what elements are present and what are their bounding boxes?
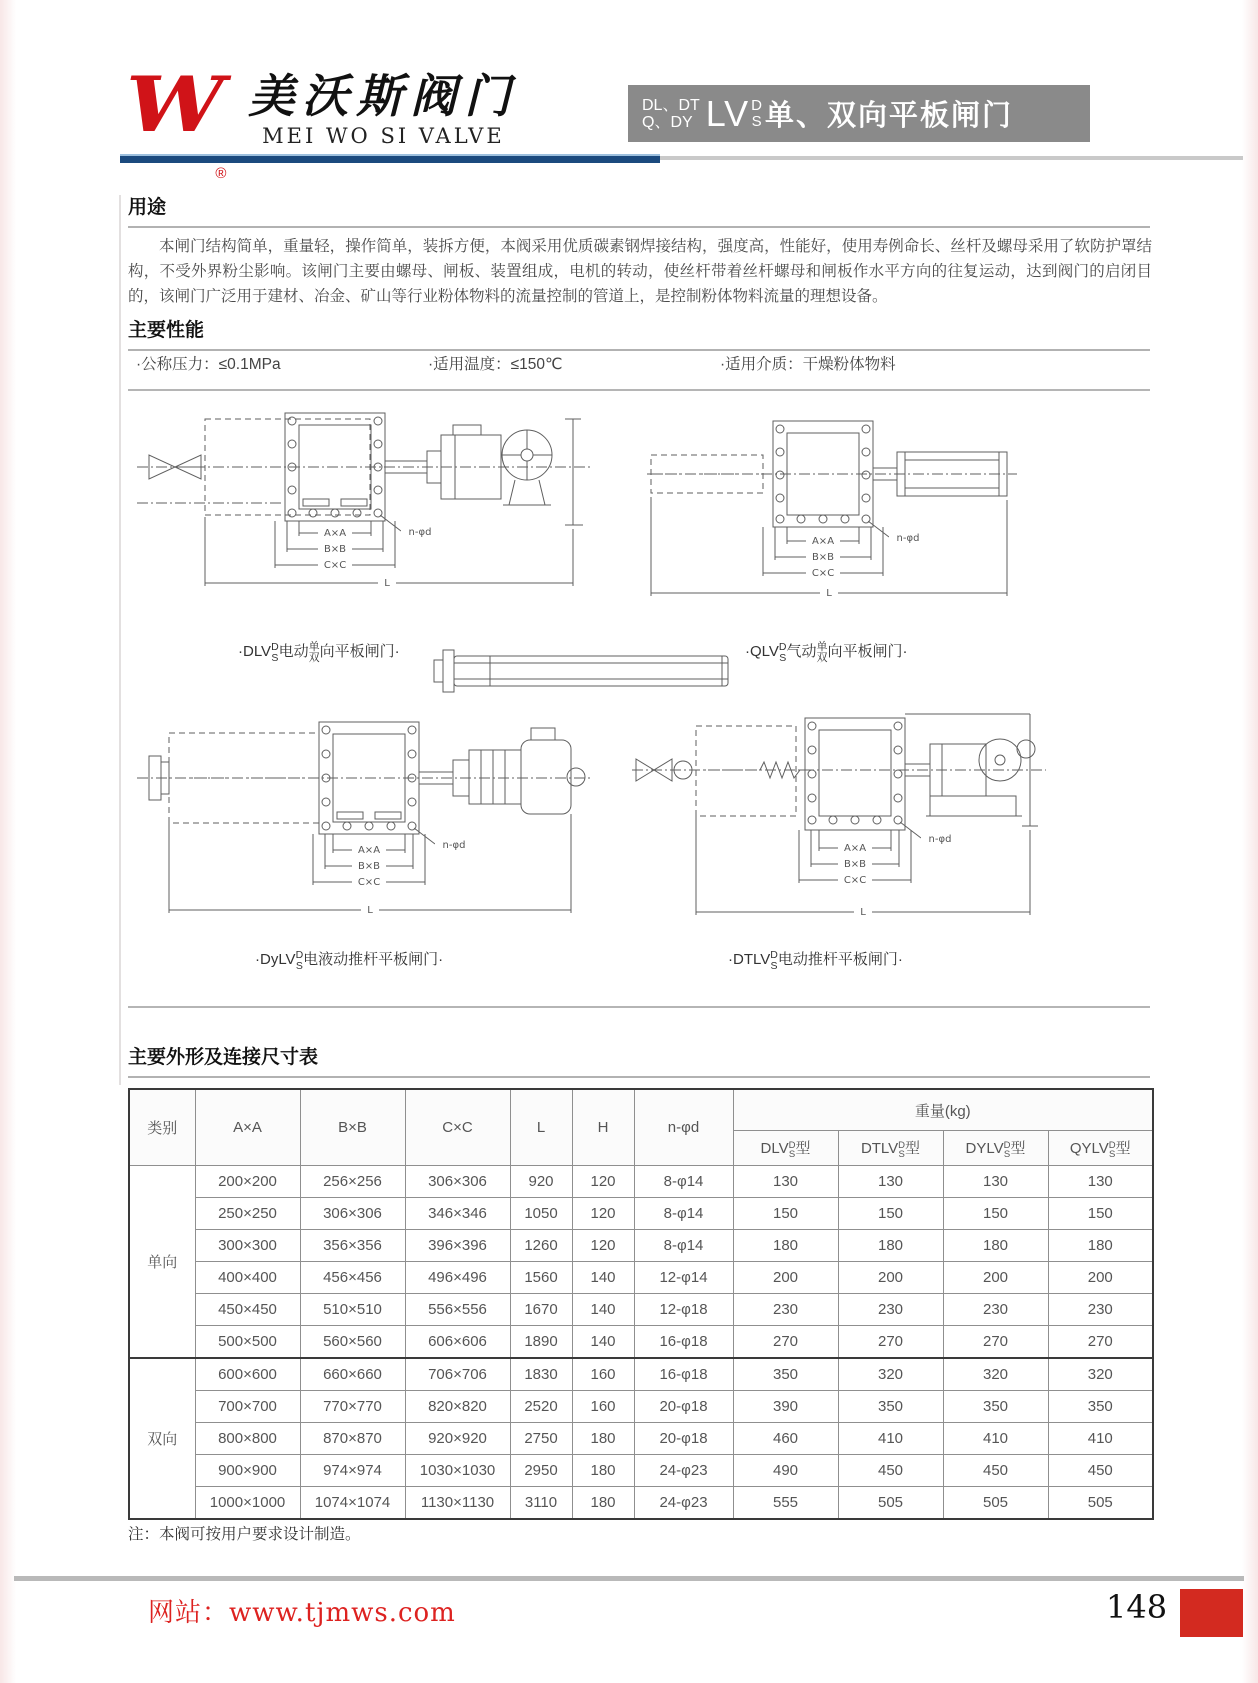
banner-ds-bottom: S (751, 112, 762, 130)
table-cell: 555 (733, 1487, 838, 1520)
table-cell: 180 (1048, 1230, 1153, 1262)
table-cell: 400×400 (195, 1262, 300, 1294)
table-cell: 350 (1048, 1391, 1153, 1423)
svg-text:A×A: A×A (323, 528, 347, 539)
table-cell: 20-φ18 (634, 1391, 733, 1423)
table-row (129, 1455, 1153, 1487)
svg-text:L: L (367, 905, 373, 916)
table-cell: 200 (838, 1262, 943, 1294)
banner-prefix-line2: Q、DY (642, 113, 693, 131)
table-cell: 140 (572, 1294, 634, 1326)
table-cell: 300×300 (195, 1230, 300, 1262)
footer-rule (14, 1576, 1244, 1581)
svg-text:B×B: B×B (323, 544, 347, 555)
table-cell: 1074×1074 (300, 1487, 405, 1520)
diagram-dlv-electric (135, 405, 595, 630)
table-cell: 24-φ23 (634, 1487, 733, 1520)
table-cell: 270 (943, 1326, 1048, 1359)
table-cell: 450 (838, 1455, 943, 1487)
col-aa: A×A (195, 1089, 300, 1166)
table-cell: 180 (572, 1487, 634, 1520)
table-cell: 2950 (510, 1455, 572, 1487)
col-h: H (572, 1089, 634, 1166)
table-cell: 500×500 (195, 1326, 300, 1359)
table-cell: 270 (1048, 1326, 1153, 1359)
table-cell: 150 (943, 1198, 1048, 1230)
table-cell: 140 (572, 1326, 634, 1359)
table-cell: 1000×1000 (195, 1487, 300, 1520)
table-cell: 120 (572, 1230, 634, 1262)
table-cell: 510×510 (300, 1294, 405, 1326)
svg-text:C×C: C×C (323, 560, 347, 571)
table-cell: 1830 (510, 1358, 572, 1391)
content-edge-line (119, 195, 121, 1085)
table-row (129, 1391, 1153, 1423)
brand-name-cn: 美沃斯阀门 (248, 69, 519, 123)
table-cell: 180 (733, 1230, 838, 1262)
table-cell: 320 (943, 1358, 1048, 1391)
table-cell: 505 (838, 1487, 943, 1520)
col-category: 类别 (129, 1089, 195, 1166)
table-cell: 606×606 (405, 1326, 510, 1359)
col-bb: B×B (300, 1089, 405, 1166)
svg-text:L: L (826, 588, 832, 599)
table-cell: 350 (733, 1358, 838, 1391)
table-cell: 1030×1030 (405, 1455, 510, 1487)
diagram-dylv-electrohydraulic (135, 710, 595, 945)
table-header (129, 1089, 1153, 1166)
banner-prefix-line1: DL、DT (642, 96, 700, 114)
table-cell: 920 (510, 1166, 572, 1198)
product-banner (628, 85, 1090, 142)
registered-mark: ® (215, 165, 227, 182)
table-cell: 456×456 (300, 1262, 405, 1294)
table-cell: 250×250 (195, 1198, 300, 1230)
svg-text:B×B: B×B (843, 859, 867, 870)
diagram-dtlv-electric-pushrod (630, 700, 1050, 945)
svg-text:C×C: C×C (357, 877, 381, 888)
table-cell: 306×306 (300, 1198, 405, 1230)
table-cell: 350 (943, 1391, 1048, 1423)
table-cell: 130 (943, 1166, 1048, 1198)
table-cell: 920×920 (405, 1423, 510, 1455)
scan-edge-right (1242, 0, 1258, 1683)
table-cell: 180 (572, 1455, 634, 1487)
table-cell: 770×770 (300, 1391, 405, 1423)
table-cell: 505 (1048, 1487, 1153, 1520)
svg-text:A×A: A×A (843, 843, 867, 854)
table-cell: 24-φ23 (634, 1455, 733, 1487)
table-cell: 410 (1048, 1423, 1153, 1455)
table-cell: 230 (838, 1294, 943, 1326)
table-cell: 200 (1048, 1262, 1153, 1294)
table-row (129, 1230, 1153, 1262)
svg-text:A×A: A×A (357, 845, 381, 856)
table-cell: 2520 (510, 1391, 572, 1423)
table-cell: 396×396 (405, 1230, 510, 1262)
table-cell: 180 (838, 1230, 943, 1262)
col-weight-dlv: DLV D S 型 (733, 1131, 838, 1166)
table-cell: 130 (733, 1166, 838, 1198)
table-cell: 270 (733, 1326, 838, 1359)
page-number-block (1180, 1589, 1243, 1637)
table-cell: 556×556 (405, 1294, 510, 1326)
table-cell: 140 (572, 1262, 634, 1294)
table-cell: 660×660 (300, 1358, 405, 1391)
col-weight-dylv: DYLV D S 型 (943, 1131, 1048, 1166)
table-cell: 410 (943, 1423, 1048, 1455)
col-weight-group: 重量(kg) (733, 1089, 1153, 1131)
brand-name-en: MEI WO SI VALVE (262, 124, 505, 148)
table-cell: 1670 (510, 1294, 572, 1326)
svg-text:C×C: C×C (811, 568, 835, 579)
table-cell: 3110 (510, 1487, 572, 1520)
table-cell: 410 (838, 1423, 943, 1455)
banner-ds-stack (751, 98, 762, 129)
usage-paragraph: 本闸门结构简单，重量轻，操作简单，装拆方便，本阀采用优质碳素钢焊接结构，强度高，性能好，使用寿例命长、丝杆及螺母采用了软防护罩结构，不受外界粉尘影响。该闸门主要由螺母、闸板、装置组成，电机的转动，使丝杆带着丝杆螺母和闸板作水平方向的往复运动，达到阀门的启闭目的，该闸门广泛用于建材、冶金、矿山等行业粉体物料的流量控制的管道上，是控制粉体物料流量的理想设备。 (128, 238, 1152, 306)
table-cell: 306×306 (405, 1166, 510, 1198)
table-row (129, 1198, 1153, 1230)
table-cell: 150 (733, 1198, 838, 1230)
table-cell: 12-φ14 (634, 1262, 733, 1294)
table-cell: 1890 (510, 1326, 572, 1359)
col-nphid: n-φd (634, 1089, 733, 1166)
svg-text:n-φd: n-φd (408, 527, 432, 538)
table-cell: 974×974 (300, 1455, 405, 1487)
table-body (129, 1166, 1153, 1520)
banner-ds-top: D (751, 97, 763, 115)
table-cell: 1130×1130 (405, 1487, 510, 1520)
table-note: 注：本阀可按用户要求设计制造。 (128, 1526, 361, 1543)
svg-text:n-φd: n-φd (896, 533, 920, 544)
svg-text:L: L (384, 578, 390, 589)
table-cell: 490 (733, 1455, 838, 1487)
table-cell: 16-φ18 (634, 1358, 733, 1391)
table-cell: 8-φ14 (634, 1230, 733, 1262)
table-cell: 200 (733, 1262, 838, 1294)
table-cell: 16-φ18 (634, 1326, 733, 1359)
table-cell: 12-φ18 (634, 1294, 733, 1326)
table-cell: 180 (943, 1230, 1048, 1262)
table-cell: 706×706 (405, 1358, 510, 1391)
table-cell: 150 (1048, 1198, 1153, 1230)
table-cell: 230 (733, 1294, 838, 1326)
header-rule-gray (660, 156, 1243, 160)
dimension-table (128, 1088, 1154, 1520)
table-cell: 120 (572, 1198, 634, 1230)
logo-w-icon: W® (126, 60, 227, 182)
table-cell: 256×256 (300, 1166, 405, 1198)
table-cell: 560×560 (300, 1326, 405, 1359)
table-cell: 346×346 (405, 1198, 510, 1230)
diagram-qlv-pneumatic (645, 415, 1020, 615)
table-cell: 150 (838, 1198, 943, 1230)
table-cell: 320 (1048, 1358, 1153, 1391)
table-cell: 600×600 (195, 1358, 300, 1391)
table-row (129, 1423, 1153, 1455)
table-row (129, 1166, 1153, 1198)
table-cell: 356×356 (300, 1230, 405, 1262)
table-cell: 1260 (510, 1230, 572, 1262)
table-cell: 700×700 (195, 1391, 300, 1423)
caption-dtlv: ·DTLV D S 电动推杆平板闸门· (728, 949, 903, 973)
caption-dlv: ·DLV D S 电动 单 双 向平板闸门· (238, 640, 400, 665)
table-cell: 450 (1048, 1455, 1153, 1487)
table-row (129, 1358, 1153, 1391)
col-l: L (510, 1089, 572, 1166)
table-row (129, 1262, 1153, 1294)
table-cell: 200 (943, 1262, 1048, 1294)
svg-text:n-φd: n-φd (442, 840, 466, 851)
table-cell: 450×450 (195, 1294, 300, 1326)
table-row (129, 1294, 1153, 1326)
svg-text:B×B: B×B (357, 861, 381, 872)
table-row (129, 1487, 1153, 1520)
table-cell: 160 (572, 1391, 634, 1423)
table-cell: 505 (943, 1487, 1048, 1520)
svg-text:C×C: C×C (843, 875, 867, 886)
table-cell: 8-φ14 (634, 1166, 733, 1198)
table-cell: 160 (572, 1358, 634, 1391)
section-divider (128, 1006, 1150, 1008)
svg-text:B×B: B×B (811, 552, 835, 563)
table-cell: 1560 (510, 1262, 572, 1294)
table-cell: 230 (1048, 1294, 1153, 1326)
table-cell: 2750 (510, 1423, 572, 1455)
table-cell: 320 (838, 1358, 943, 1391)
table-cell: 120 (572, 1166, 634, 1198)
svg-text:L: L (860, 907, 866, 918)
table-cell: 870×870 (300, 1423, 405, 1455)
table-cell: 270 (838, 1326, 943, 1359)
performance-heading: 主要性能 (128, 315, 1150, 351)
table-cell: 230 (943, 1294, 1048, 1326)
page-number: 148 (1106, 1588, 1168, 1626)
diagram-gate-plate (430, 642, 740, 702)
table-row (129, 1326, 1153, 1359)
scan-edge-left (0, 0, 16, 1683)
col-weight-qylv: QYLV D S 型 (1048, 1131, 1153, 1166)
banner-model-prefix (642, 97, 700, 131)
table-cell: 350 (838, 1391, 943, 1423)
spec-pressure: ·公称压力：≤0.1MPa (136, 356, 281, 373)
table-cell: 900×900 (195, 1455, 300, 1487)
table-cell: 820×820 (405, 1391, 510, 1423)
table-cell: 20-φ18 (634, 1423, 733, 1455)
table-cell: 450 (943, 1455, 1048, 1487)
col-cc: C×C (405, 1089, 510, 1166)
table-cell: 130 (838, 1166, 943, 1198)
banner-title: 单、双向平板闸门 (765, 100, 1014, 132)
spec-medium: ·适用介质：干燥粉体物料 (720, 356, 896, 373)
banner-model: LV (705, 92, 750, 134)
table-title: 主要外形及连接尺寸表 (128, 1042, 1150, 1078)
table-cell: 800×800 (195, 1423, 300, 1455)
usage-heading: 用途 (128, 192, 1150, 228)
svg-text:n-φd: n-φd (928, 834, 952, 845)
caption-dylv: ·DyLV D S 电液动推杆平板闸门· (255, 949, 444, 973)
table-cell: 460 (733, 1423, 838, 1455)
table-cell: 200×200 (195, 1166, 300, 1198)
category-cell: 单向 (129, 1166, 195, 1359)
section-divider (128, 389, 1150, 391)
table-cell: 130 (1048, 1166, 1153, 1198)
table-cell: 390 (733, 1391, 838, 1423)
category-cell: 双向 (129, 1358, 195, 1519)
col-weight-dtlv: DTLV D S 型 (838, 1131, 943, 1166)
spec-temperature: ·适用温度：≤150℃ (428, 356, 563, 373)
header-rule-blue (120, 154, 660, 163)
table-cell: 180 (572, 1423, 634, 1455)
svg-text:A×A: A×A (811, 536, 835, 547)
caption-qlv: ·QLV D S 气动 单 双 向平板闸门· (745, 640, 908, 665)
website-link[interactable]: 网站：www.tjmws.com (148, 1598, 456, 1628)
table-cell: 8-φ14 (634, 1198, 733, 1230)
table-cell: 1050 (510, 1198, 572, 1230)
table-cell: 496×496 (405, 1262, 510, 1294)
brand-logo (126, 60, 519, 182)
